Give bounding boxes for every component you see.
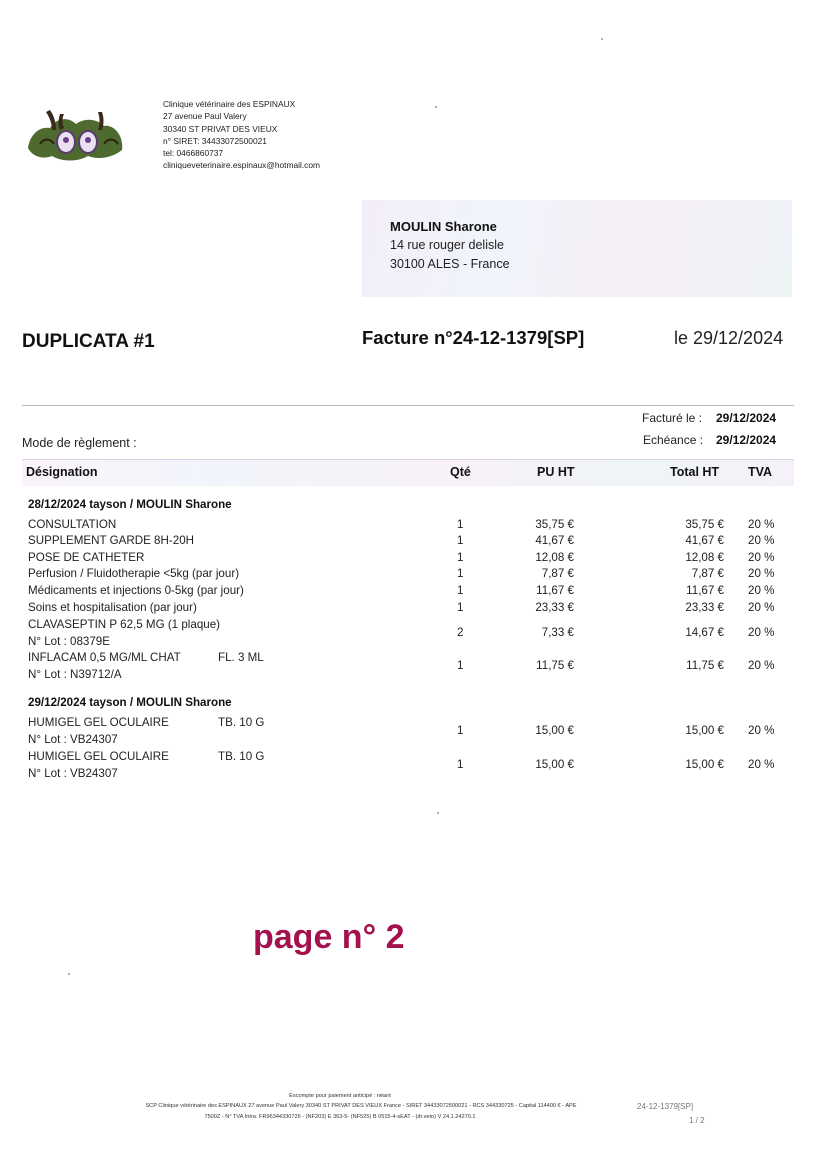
payment-mode-label: Mode de règlement :: [22, 436, 137, 450]
billed-date: 29/12/2024: [716, 411, 777, 425]
total-cell: 11,67 €: [686, 584, 724, 597]
clinic-name: Clinique vétérinaire des ESPINAUX: [163, 99, 296, 109]
header-vat: TVA: [748, 465, 773, 479]
invoice-date: le 29/12/2024: [674, 328, 784, 348]
group-title: 29/12/2024 tayson / MOULIN Sharone: [28, 696, 232, 709]
header-unit-price: PU HT: [537, 465, 575, 479]
packaging-cell: TB. 10 G: [218, 716, 265, 729]
packaging-cell: TB. 10 G: [218, 750, 265, 763]
clinic-city: 30340 ST PRIVAT DES VIEUX: [163, 123, 278, 134]
footer-discount: Escompte pour paiement anticipé : néant: [289, 1093, 391, 1099]
scan-speck: [601, 38, 603, 40]
vat-cell: 20 %: [748, 551, 775, 564]
recipient-street: 14 rue rouger delisle: [390, 238, 504, 252]
lot-number: N° Lot : N39712/A: [28, 668, 122, 681]
qty-cell: 2: [457, 626, 464, 639]
scan-speck: [435, 106, 437, 108]
designation-cell: HUMIGEL GEL OCULAIRE: [28, 716, 169, 729]
total-cell: 23,33 €: [685, 601, 724, 614]
total-cell: 14,67 €: [685, 626, 724, 639]
footer-invoice-ref: 24-12-1379[SP]: [637, 1102, 694, 1111]
due-label: Echéance :: [643, 433, 704, 447]
divider: [22, 405, 794, 406]
lot-number: N° Lot : VB24307: [28, 767, 118, 780]
designation-cell: CLAVASEPTIN P 62,5 MG (1 plaque): [28, 618, 221, 631]
clinic-siret: n° SIRET: 34433072500021: [163, 135, 267, 146]
packaging-cell: FL. 3 ML: [218, 651, 264, 664]
duplicata-label: DUPLICATA #1: [22, 331, 155, 352]
designation-cell: POSE DE CATHETER: [28, 551, 145, 564]
footer-legal-1: SCP Clinique vétérinaire des ESPINAUX 27 avenue Paul Valery 30340 ST PRIVAT DES VIEUX France - SIRET 34433072500021 - RCS 344330725 - Capital 114400 € - APE: [145, 1103, 577, 1109]
qty-cell: 1: [457, 601, 464, 614]
unit-price-cell: 7,33 €: [541, 626, 574, 639]
qty-cell: 1: [457, 518, 464, 531]
footer-legal-2: 7500Z - N° TVA Intra. FR96344330725 - (NF203) E 363-5- (NF525) B 0515-4-sEAT - (dr.veto) V 24.1.24270.1: [204, 1114, 476, 1120]
clinic-address: [163, 98, 320, 172]
header-total: Total HT: [670, 465, 720, 479]
vat-cell: 20 %: [748, 758, 775, 771]
designation-cell: Perfusion / Fluidotherapie <5kg (par jour): [28, 567, 240, 580]
unit-price-cell: 15,00 €: [535, 758, 574, 771]
unit-price-cell: 23,33 €: [535, 601, 574, 614]
page-number-note: page n° 2: [253, 918, 405, 956]
vat-cell: 20 %: [748, 659, 775, 672]
vat-cell: 20 %: [748, 584, 775, 597]
clinic-email: cliniqueveterinaire.espinaux@hotmail.com: [163, 160, 321, 171]
qty-cell: 1: [457, 659, 464, 672]
scan-speck: [437, 812, 439, 814]
total-cell: 35,75 €: [685, 518, 724, 531]
group-title: 28/12/2024 tayson / MOULIN Sharone: [28, 498, 232, 511]
vat-cell: 20 %: [748, 626, 775, 639]
qty-cell: 1: [457, 551, 464, 564]
clinic-animals-logo-icon: [26, 104, 126, 166]
unit-price-cell: 11,75 €: [536, 659, 574, 672]
footer-page-count: 1 / 2: [689, 1116, 705, 1125]
qty-cell: 1: [457, 724, 464, 737]
unit-price-cell: 11,67 €: [536, 584, 574, 597]
designation-cell: Soins et hospitalisation (par jour): [28, 601, 197, 614]
total-cell: 12,08 €: [685, 551, 724, 564]
vat-cell: 20 %: [748, 518, 775, 531]
vat-cell: 20 %: [748, 601, 775, 614]
qty-cell: 1: [457, 584, 464, 597]
recipient-city: 30100 ALES - France: [390, 257, 510, 271]
header-designation: Désignation: [26, 465, 98, 479]
designation-cell: INFLACAM 0,5 MG/ML CHAT: [28, 651, 181, 664]
unit-price-cell: 35,75 €: [535, 518, 574, 531]
qty-cell: 1: [457, 567, 464, 580]
total-cell: 41,67 €: [685, 534, 724, 547]
unit-price-cell: 7,87 €: [541, 567, 574, 580]
total-cell: 7,87 €: [691, 567, 724, 580]
vat-cell: 20 %: [748, 567, 775, 580]
designation-cell: HUMIGEL GEL OCULAIRE: [28, 750, 169, 763]
unit-price-cell: 12,08 €: [535, 551, 574, 564]
clinic-phone: tel: 0466860737: [163, 148, 224, 159]
designation-cell: SUPPLEMENT GARDE 8H-20H: [28, 534, 195, 547]
lot-number: N° Lot : 08379E: [28, 635, 110, 648]
designation-cell: Médicaments et injections 0-5kg (par jour): [28, 584, 244, 597]
header-qty: Qté: [450, 465, 471, 479]
total-cell: 15,00 €: [685, 724, 724, 737]
clinic-street: 27 avenue Paul Valery: [163, 111, 247, 122]
vat-cell: 20 %: [748, 724, 775, 737]
recipient-name: MOULIN Sharone: [390, 219, 497, 234]
billed-label: Facturé le :: [642, 411, 703, 425]
vat-cell: 20 %: [748, 534, 775, 547]
qty-cell: 1: [457, 758, 464, 771]
due-date: 29/12/2024: [716, 433, 777, 447]
lot-number: N° Lot : VB24307: [28, 733, 118, 746]
total-cell: 15,00 €: [685, 758, 724, 771]
total-cell: 11,75 €: [686, 659, 724, 672]
qty-cell: 1: [457, 534, 464, 547]
invoice-number: Facture n°24-12-1379[SP]: [362, 327, 585, 348]
designation-cell: CONSULTATION: [28, 518, 117, 531]
scan-speck: [68, 973, 70, 975]
unit-price-cell: 15,00 €: [535, 724, 574, 737]
unit-price-cell: 41,67 €: [535, 534, 574, 547]
